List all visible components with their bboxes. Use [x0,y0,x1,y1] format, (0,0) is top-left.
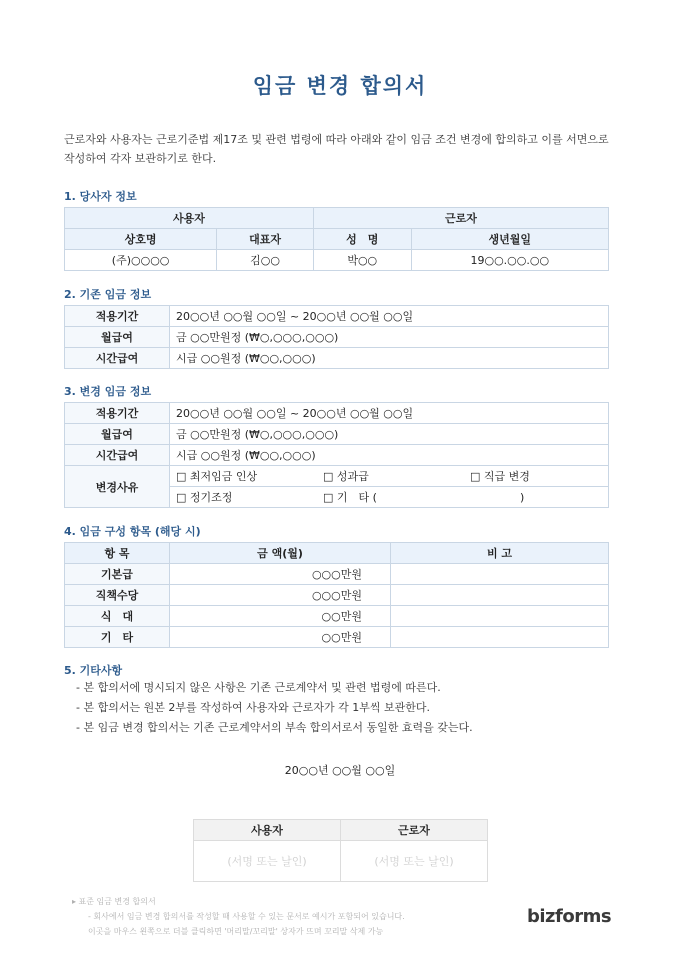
col-note: 비 고 [391,543,609,564]
agreement-date: 20○○년 ○○월 ○○일 [284,764,396,777]
row-label: 월급여 [65,424,170,445]
signature-table [193,819,488,882]
reason-other-checkbox[interactable]: □ 기 타 ( [317,487,464,508]
row-value: 시급 ○○원정 (₩○○,○○○) [170,348,609,369]
table-row [65,306,609,327]
existing-wage-table [64,305,609,369]
employer-signature-field[interactable]: (서명 또는 날인) [194,841,341,882]
section-2-heading: 2. 기존 임금 정보 [64,288,152,301]
reason-label: 변경사유 [65,466,170,508]
reason-promotion-checkbox[interactable]: □ 직급 변경 [464,466,609,487]
note-cell [391,606,609,627]
amount-cell: ○○○만원 [170,585,391,606]
party-info-table [64,207,609,271]
col-representative: 대표자 [217,229,314,250]
row-value: 20○○년 ○○월 ○○일 ~ 20○○년 ○○월 ○○일 [170,403,609,424]
row-label: 월급여 [65,327,170,348]
section-1-heading: 1. 당사자 정보 [64,190,137,203]
row-label: 적용기간 [65,306,170,327]
note-cell [391,585,609,606]
section-3-heading: 3. 변경 임금 정보 [64,385,152,398]
amount-cell: ○○만원 [170,627,391,648]
birthdate-value: 19○○.○○.○○ [411,250,608,271]
row-value: 금 ○○만원정 (₩○,○○○,○○○) [170,327,609,348]
changed-wage-table [64,402,609,508]
table-row [65,627,609,648]
amount-cell: ○○만원 [170,606,391,627]
col-amount: 금 액(월) [170,543,391,564]
section-4-heading: 4. 임금 구성 항목 (해당 시) [64,525,201,538]
item-cell: 직책수당 [65,585,170,606]
representative-value: 김○○ [217,250,314,271]
reason-regular-checkbox[interactable]: □ 정기조정 [170,487,318,508]
row-label: 적용기간 [65,403,170,424]
employer-header: 사용자 [65,208,314,229]
table-row [65,424,609,445]
intro-paragraph: 근로자와 사용자는 근로기준법 제17조 및 관련 법령에 따라 아래와 같이 임금 조건 변경에 합의하고 이를 서면으로 작성하여 각자 보관하기로 한다. [64,133,609,165]
employee-signature-field[interactable]: (서명 또는 날인) [341,841,488,882]
sign-employer-header: 사용자 [194,820,341,841]
name-value: 박○○ [313,250,411,271]
row-value: 시급 ○○원정 (₩○○,○○○) [170,445,609,466]
sign-employee-header: 근로자 [341,820,488,841]
wage-components-table [64,542,609,648]
item-cell: 식 대 [65,606,170,627]
section-5-heading: 5. 기타사항 [64,664,123,677]
table-row [65,585,609,606]
list-item: - 본 합의서는 원본 2부를 작성하여 사용자와 근로자가 각 1부씩 보관한다. [76,701,430,714]
amount-cell: ○○○만원 [170,564,391,585]
table-row [65,445,609,466]
table-row [65,466,609,487]
col-birthdate: 생년월일 [411,229,608,250]
note-cell [391,564,609,585]
list-item: - 본 합의서에 명시되지 않은 사항은 기존 근로계약서 및 관련 법령에 따른다. [76,681,441,694]
bizforms-logo: bizforms [527,906,612,927]
table-row [65,348,609,369]
employee-header: 근로자 [313,208,608,229]
item-cell: 기 타 [65,627,170,648]
reason-bonus-checkbox[interactable]: □ 성과급 [317,466,464,487]
footer-notes[interactable] [72,894,405,939]
col-name: 성 명 [313,229,411,250]
reason-other-close: ) [464,487,609,508]
row-value: 금 ○○만원정 (₩○,○○○,○○○) [170,424,609,445]
footer-description: - 회사에서 임금 변경 합의서를 작성할 때 사용할 수 있는 문서로 예시가 포함되어 있습니다. [88,912,405,921]
footer-hint: 이곳을 마우스 왼쪽으로 더블 클릭하면 '머리말/꼬리말' 상자가 뜨며 꼬리말 삭제 가능 [88,927,384,936]
col-item: 항 목 [65,543,170,564]
reason-min-wage-checkbox[interactable]: □ 최저임금 인상 [170,466,318,487]
note-cell [391,627,609,648]
footer-title: ▸ 표준 임금 변경 합의서 [72,897,156,906]
item-cell: 기본급 [65,564,170,585]
row-label: 시간급여 [65,445,170,466]
list-item: - 본 임금 변경 합의서는 기존 근로계약서의 부속 합의서로서 동일한 효력을 갖는다. [76,721,473,734]
table-row [65,327,609,348]
notes-list [76,678,473,738]
col-company: 상호명 [65,229,217,250]
document-title: 임금 변경 합의서 [252,74,428,98]
row-value: 20○○년 ○○월 ○○일 ~ 20○○년 ○○월 ○○일 [170,306,609,327]
table-row [65,403,609,424]
row-label: 시간급여 [65,348,170,369]
table-row [65,564,609,585]
company-value: (주)○○○○ [65,250,217,271]
table-row [65,606,609,627]
